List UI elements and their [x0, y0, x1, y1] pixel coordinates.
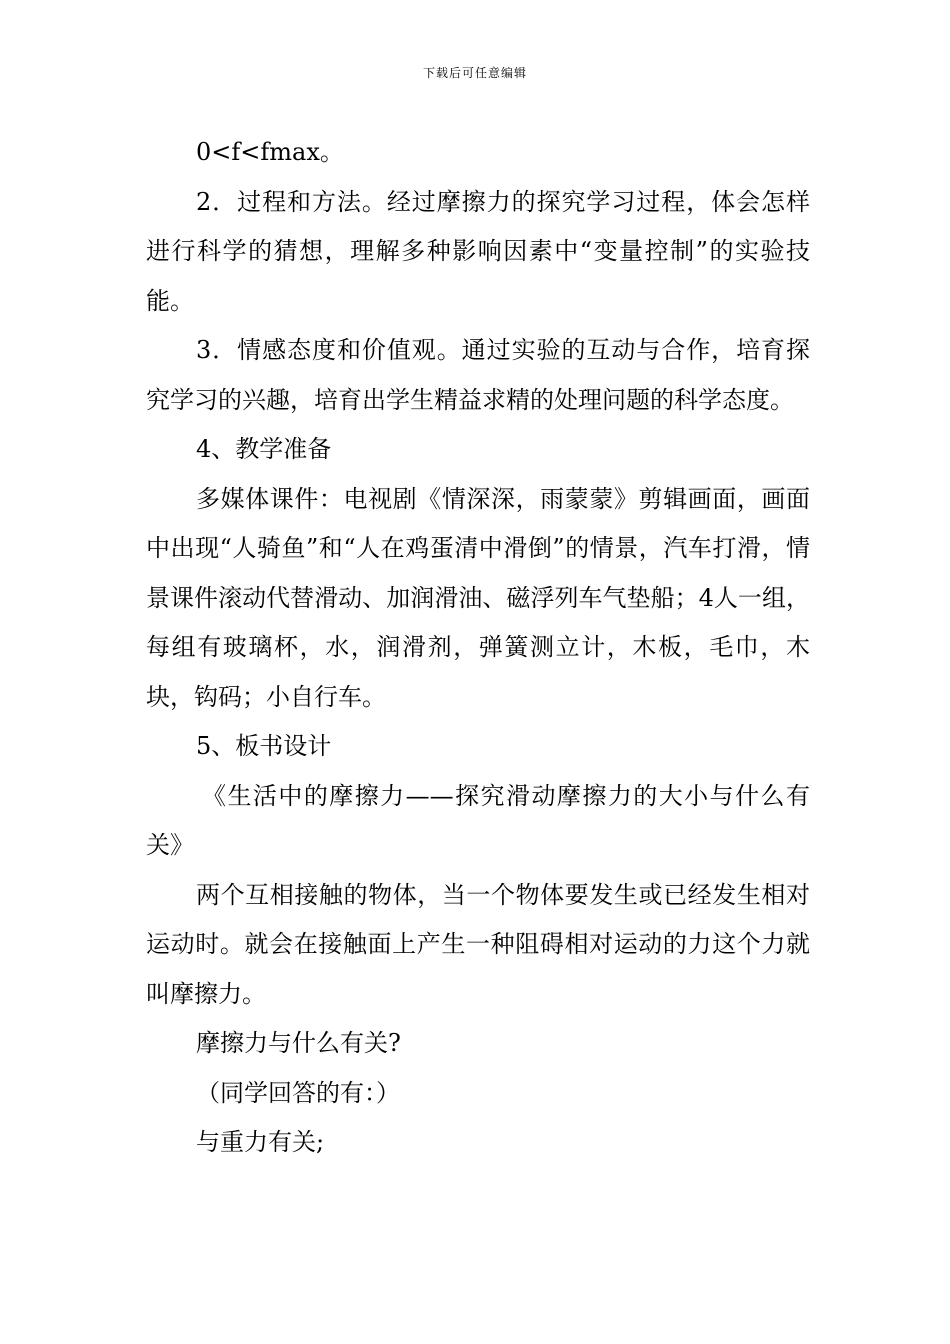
heading-teaching-preparation: 4、教学准备 — [196, 435, 332, 463]
paragraph-friction-definition: 两个互相接触的物体，当一个物体要发生或已经发生相对运动时。就会在接触面上产生一种阻碍相对运动的力这个力就叫摩擦力。 — [146, 880, 810, 1008]
paragraph-emotion-attitude: 3．情感态度和价值观。通过实验的互动与合作，培育探究学习的兴趣，培育出学生精益求精的处理问题的科学态度。 — [146, 336, 810, 414]
paragraph-student-answers: （同学回答的有：） — [196, 1078, 400, 1107]
paragraph-question: 摩擦力与什么有关? — [196, 1029, 401, 1057]
paragraph-gravity: 与重力有关; — [196, 1128, 325, 1156]
paragraph-process-method: 2．过程和方法。经过摩擦力的探究学习过程，体会怎样进行科学的猜想，理解多种影响因素中“变量控制”的实验技能。 — [146, 187, 810, 315]
paragraph-board-title: 《生活中的摩擦力——探究滑动摩擦力的大小与什么有关》 — [146, 781, 810, 859]
document-body — [146, 128, 810, 1168]
header-note: 下载后可任意编辑 — [422, 66, 527, 80]
paragraph-multimedia: 多媒体课件：电视剧《情深深，雨蒙蒙》剪辑画面，画面中出现“人骑鱼”和“人在鸡蛋清中滑倒”的情景，汽车打滑，情景课件滚动代替滑动、加润滑油、磁浮列车气垫船；4人一组，每组有玻璃杯，水，润滑剂，弹簧测立计，木板，毛巾，木块，钩码；小自行车。 — [146, 484, 810, 711]
paragraph-friction-range: 0<f<fmax。 — [196, 138, 344, 166]
heading-board-design: 5、板书设计 — [196, 732, 332, 760]
